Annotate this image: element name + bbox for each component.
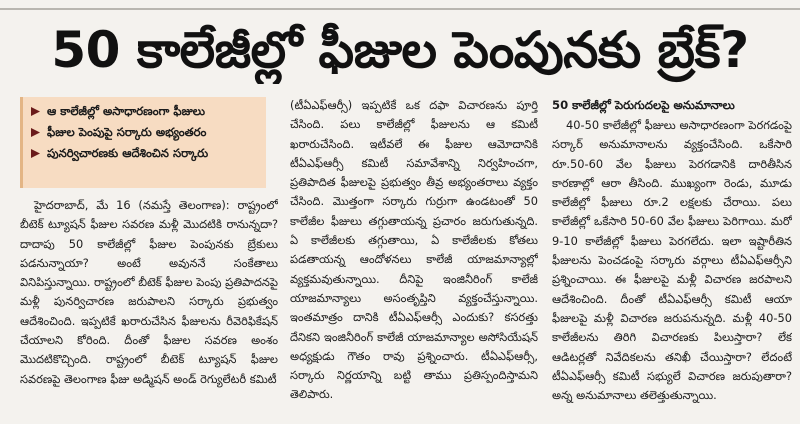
article-column-3 [552, 96, 792, 422]
highlight-text: పునర్విచారణకు ఆదేశించిన సర్కారు [47, 146, 209, 160]
highlights-list [31, 101, 260, 164]
column-3-subhead: 50 కాలేజీల్లో పెరుగుదలపై అనుమానాలు [552, 98, 735, 112]
triangle-bullet-icon [31, 107, 40, 116]
highlights-box [20, 97, 266, 188]
highlight-item [31, 122, 260, 143]
highlight-text: ఫీజుల పెంపుపై సర్కారు అభ్యంతరం [47, 125, 207, 139]
highlight-item [31, 101, 260, 122]
highlight-item [31, 143, 260, 164]
triangle-bullet-icon [31, 128, 40, 137]
column-1-text: హైదరాబాద్, మే 16 (నమస్తే తెలంగాణ): రాష్ట్రంలో బీటెక్ ట్యూషన్ ఫీజుల సవరణ మళ్లీ మొదటికి రానున్నదా? దాదాపు 50 కాలేజీల్లో ఫీజుల పెంపునకు బ్రేకులు పడనున్నాయా? అంటే అవుననే సంకేతాలు వినిపిస్తున్నాయి. రాష్ట్రంలో బీటెక్ ఫీజుల పెంపు ప్రతిపాదనపై మళ్లీ పునర్విచారణ జరుపాలని సర్కారు ప్రభుత్వం ఆదేశించింది. ఇప్పటికే ఖరారుచేసిన ఫీజులను రీవెరిఫికేషన్ చేయాలని కోరింది. దీంతో ఫీజుల సవరణ అంశం మొదటికొచ్చింది. రాష్ట్రంలో బీటెక్ ట్యూషన్ ఫీజుల సవరణపై తెలంగాణ ఫీజు అడ్మిషన్ అండ్ రెగ్యులేటరీ కమిటీ [20, 198, 278, 386]
top-rule [0, 8, 800, 10]
headline: 50 కాలేజీల్లో ఫీజుల పెంపునకు బ్రేక్? [51, 21, 749, 79]
triangle-bullet-icon [31, 149, 40, 158]
column-3-text: 40-50 కాలేజీల్లో ఫీజులు అసాధారణంగా పెరగడంపై సర్కార్ అనుమానాలను వ్యక్తంచేసింది. ఒకేసారి రూ.50-60 వేల ఫీజులు పెరగడానికి దారితీసిన కారణాల్లో ఆరా తీసింది. ముఖ్యంగా రెండు, మూడు కాలేజీల్లో ఫీజులు రూ.2 లక్షలకు చేరాయి. పలు కాలేజీల్లో ఒకేసారి 50-60 వేల ఫీజులు పెరిగాయి. మరో 9-10 కాలేజీల్లో ఫీజులు పెరగలేదు. ఇలా ఇష్టారీతిన ఫీజులను పెంచడంపై సర్కారు వర్గాలు టీఏఎఫ్ఆర్సీని ప్రశ్నించాయి. ఈ ఫీజులపై మళ్లీ విచారణ జరపాలని ఆదేశించింది. దీంతో టీఏఎఫ్ఆర్సీ కమిటీ ఆయా ఫీజులపై మళ్లీ విచారణ జరుపనున్నది. మళ్లీ 40-50 కాలేజీలను తిరిగి విచారణకు పిలుస్తారా? లేక ఆడిటర్లతో నివేదికలను తనిఖీ చేయిస్తారా? లేదంటే టీఏఎఫ్ఆర్సీ కమిటీ సభ్యులే విచారణ జరుపుతారా? అన్న అనుమానాలు తలెత్తుతున్నాయి. [552, 118, 792, 403]
highlight-text: ఆ కాలేజీల్లో అసాధారణంగా ఫీజులు [47, 104, 206, 118]
column-2-text: (టీఏఎఫ్ఆర్సీ) ఇప్పటికే ఒక దఫా విచారణను పూర్తి చేసింది. పలు కాలేజీల్లో ఫీజులను ఆ కమిటీ ఖరారుచేసింది. ఇటీవలే ఈ ఫీజుల ఆమోదానికి టీఏఎఫ్ఆర్సీ కమిటీ సమావేశాన్ని నిర్వహించగా, ప్రతిపాదిత ఫీజులపై ప్రభుత్వం తీవ్ర అభ్యంతరాలు వ్యక్తం చేసింది. మొత్తంగా సర్కారు గుర్రుగా ఉండటంతో 50 కాలేజీల ఫీజులు తగ్గుతాయన్న ప్రచారం జరుగుతున్నది. ఏ కాలేజీలకు తగ్గుతాయి, ఏ కాలేజీలకు కోతలు పడతాయన్న ఆందోళనలు కాలేజీ యాజమాన్యాల్లో వ్యక్తమవుతున్నాయి. దీనిపై ఇంజినీరింగ్ కాలేజీ యాజమాన్యాలు అసంతృప్తిని వ్యక్తంచేస్తున్నాయి. ఇంతమాత్రం దానికి టీఏఎఫ్ఆర్సీ ఎందుకు? కసరత్తు దేనికని ఇంజినీరింగ్ కాలేజీ యాజమాన్యాల అసోసియేషన్ అధ్యక్షుడు గౌతం రావు ప్రశ్నించారు. టీఏఎఫ్ఆర్సీ, సర్కారు నిర్ణయాన్ని బట్టి తాము ప్రతిస్పందిస్తామని తెలిపారు. [290, 98, 538, 402]
article-column-2 [290, 96, 538, 422]
article-column-1 [20, 196, 278, 422]
